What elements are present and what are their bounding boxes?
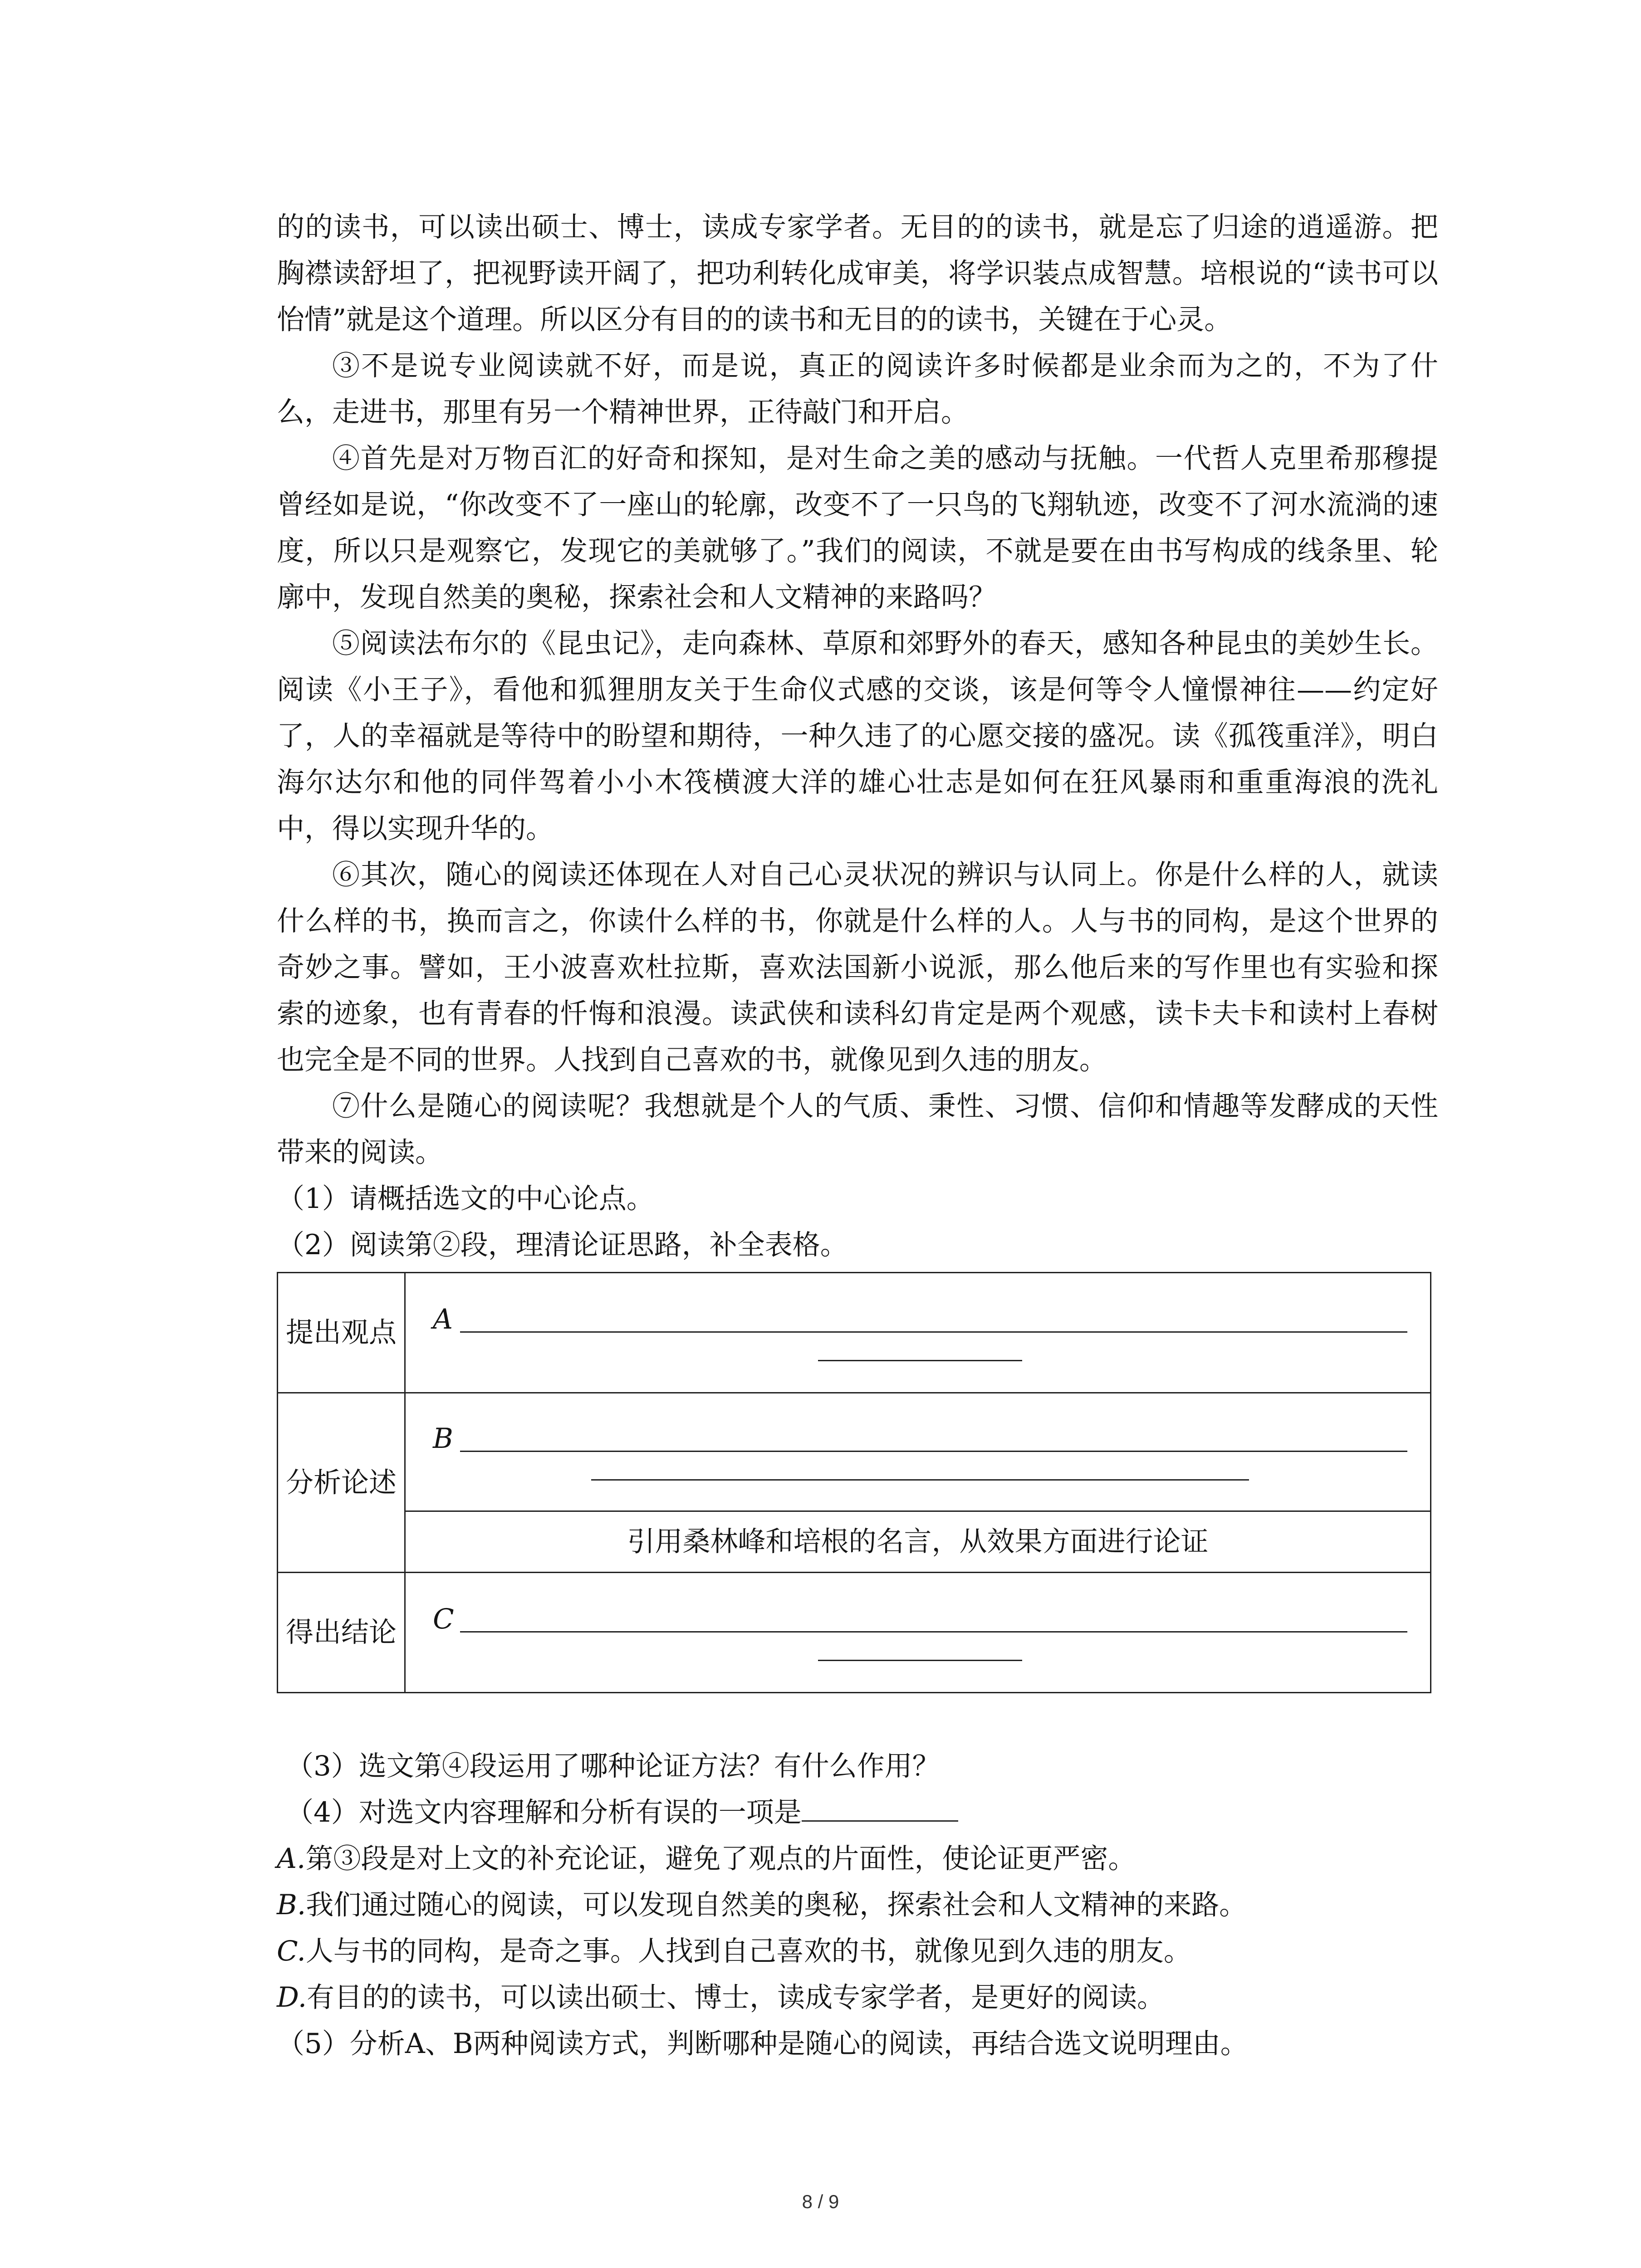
passage-paragraph-4: ④首先是对万物百汇的好奇和探知，是对生命之美的感动与抚触。一代哲人克里希那穆提曾经如是说，“你改变不了一座山的轮廓，改变不了一只鸟的飞翔轨迹，改变不了河水流淌的速度，所以只是观察它，发现它的美就够了。”我们的阅读，不就是要在由书写构成的线条里、轮廓中，发现自然美的奥秘，探索社会和人文精神的来路吗？ — [277, 442, 1438, 613]
answer-letter-a: A — [433, 1303, 453, 1335]
row-b-label: 分析论述 — [278, 1393, 405, 1573]
answer-cell-c[interactable] — [405, 1573, 1431, 1693]
table-row-b — [278, 1393, 1431, 1511]
answer-letter-c: C — [433, 1603, 454, 1635]
answer-line-c-1[interactable] — [460, 1631, 1407, 1633]
given-analysis-text: 引用桑林峰和培根的名言，从效果方面进行论证 — [405, 1511, 1431, 1573]
answer-line-b-2[interactable] — [591, 1479, 1249, 1481]
option-c-letter: C. — [277, 1935, 306, 1967]
option-d-text: 有目的的读书，可以读出硕士、博士，读成专家学者，是更好的阅读。 — [307, 1981, 1165, 2014]
row-a-label: 提出观点 — [278, 1273, 405, 1393]
option-c-text: 人与书的同构，是奇之事。人找到自己喜欢的书，就像见到久违的朋友。 — [305, 1935, 1191, 1967]
option-b-letter: B. — [277, 1889, 306, 1921]
option-d[interactable] — [277, 1975, 1438, 2021]
passage-paragraph-2-continued: 的的读书，可以读出硕士、博士，读成专家学者。无目的的读书，就是忘了归途的逍遥游。把胸襟读舒坦了，把视野读开阔了，把功利转化成审美，将学识装点成智慧。培根说的“读书可以怡情”就是这个道理。所以区分有目的的读书和无目的的读书，关键在于心灵。 — [277, 211, 1438, 336]
option-a-text: 第③段是对上文的补充论证，避免了观点的片面性，使论证更严密。 — [305, 1843, 1136, 1875]
question-5: （5）分析A、B两种阅读方式，判断哪种是随心的阅读，再结合选文说明理由。 — [277, 2028, 1248, 2060]
option-b-text: 我们通过随心的阅读，可以发现自然美的奥秘，探索社会和人文精神的来路。 — [306, 1889, 1247, 1921]
option-b[interactable] — [277, 1882, 1438, 1928]
passage-paragraph-3: ③不是说专业阅读就不好，而是说，真正的阅读许多时候都是业余而为之的，不为了什么，走进书，那里有另一个精神世界，正待敲门和开启。 — [277, 350, 1438, 428]
option-a[interactable] — [277, 1836, 1438, 1882]
page-number: 8 / 9 — [802, 2191, 839, 2212]
answer-line-c-2[interactable] — [818, 1660, 1022, 1661]
table-row-c — [278, 1573, 1431, 1693]
question-3: （3）选文第④段运用了哪种论证方法？有什么作用？ — [286, 1750, 940, 1782]
question-2: （2）阅读第②段，理清论证思路，补全表格。 — [277, 1229, 848, 1261]
answer-line-a-2[interactable] — [818, 1360, 1022, 1361]
argument-structure-table — [277, 1272, 1431, 1693]
row-c-label: 得出结论 — [278, 1573, 405, 1693]
question-4 — [277, 1789, 1438, 1836]
question-1: （1）请概括选文的中心论点。 — [277, 1183, 654, 1215]
answer-letter-b: B — [433, 1422, 453, 1455]
question-4-answer-blank[interactable] — [802, 1795, 958, 1822]
passage-paragraph-6: ⑥其次，随心的阅读还体现在人对自己心灵状况的辨识与认同上。你是什么样的人，就读什么样的书，换而言之，你读什么样的书，你就是什么样的人。人与书的同构，是这个世界的奇妙之事。譬如，王小波喜欢杜拉斯，喜欢法国新小说派，那么他后来的写作里也有实验和探索的迹象，也有青春的忏悔和浪漫。读武侠和读科幻肯定是两个观感，读卡夫卡和读村上春树也完全是不同的世界。人找到自己喜欢的书，就像见到久违的朋友。 — [277, 859, 1438, 1076]
answer-cell-b[interactable] — [405, 1393, 1431, 1511]
question-4-text: （4）对选文内容理解和分析有误的一项是 — [286, 1796, 802, 1828]
table-row-b-given — [278, 1511, 1431, 1573]
answer-line-b-1[interactable] — [460, 1451, 1407, 1452]
passage-paragraph-5: ⑤阅读法布尔的《昆虫记》，走向森林、草原和郊野外的春天，感知各种昆虫的美妙生长。阅读《小王子》，看他和狐狸朋友关于生命仪式感的交谈，该是何等令人憧憬神往——约定好了，人的幸福就是等待中的盼望和期待，一种久违了的心愿交接的盛况。读《孤筏重洋》，明白海尔达尔和他的同伴驾着小小木筏横渡大洋的雄心壮志是如何在狂风暴雨和重重海浪的洗礼中，得以实现升华的。 — [277, 627, 1438, 845]
answer-line-a-1[interactable] — [460, 1331, 1407, 1333]
option-c[interactable] — [277, 1928, 1438, 1975]
answer-cell-a[interactable] — [405, 1273, 1431, 1393]
table-row-a — [278, 1273, 1431, 1393]
option-a-letter: A. — [277, 1843, 306, 1875]
option-d-letter: D. — [277, 1981, 307, 2014]
document-body — [277, 204, 1438, 2067]
passage-paragraph-7: ⑦什么是随心的阅读呢？我想就是个人的气质、秉性、习惯、信仰和情趣等发酵成的天性带来的阅读。 — [277, 1090, 1438, 1168]
